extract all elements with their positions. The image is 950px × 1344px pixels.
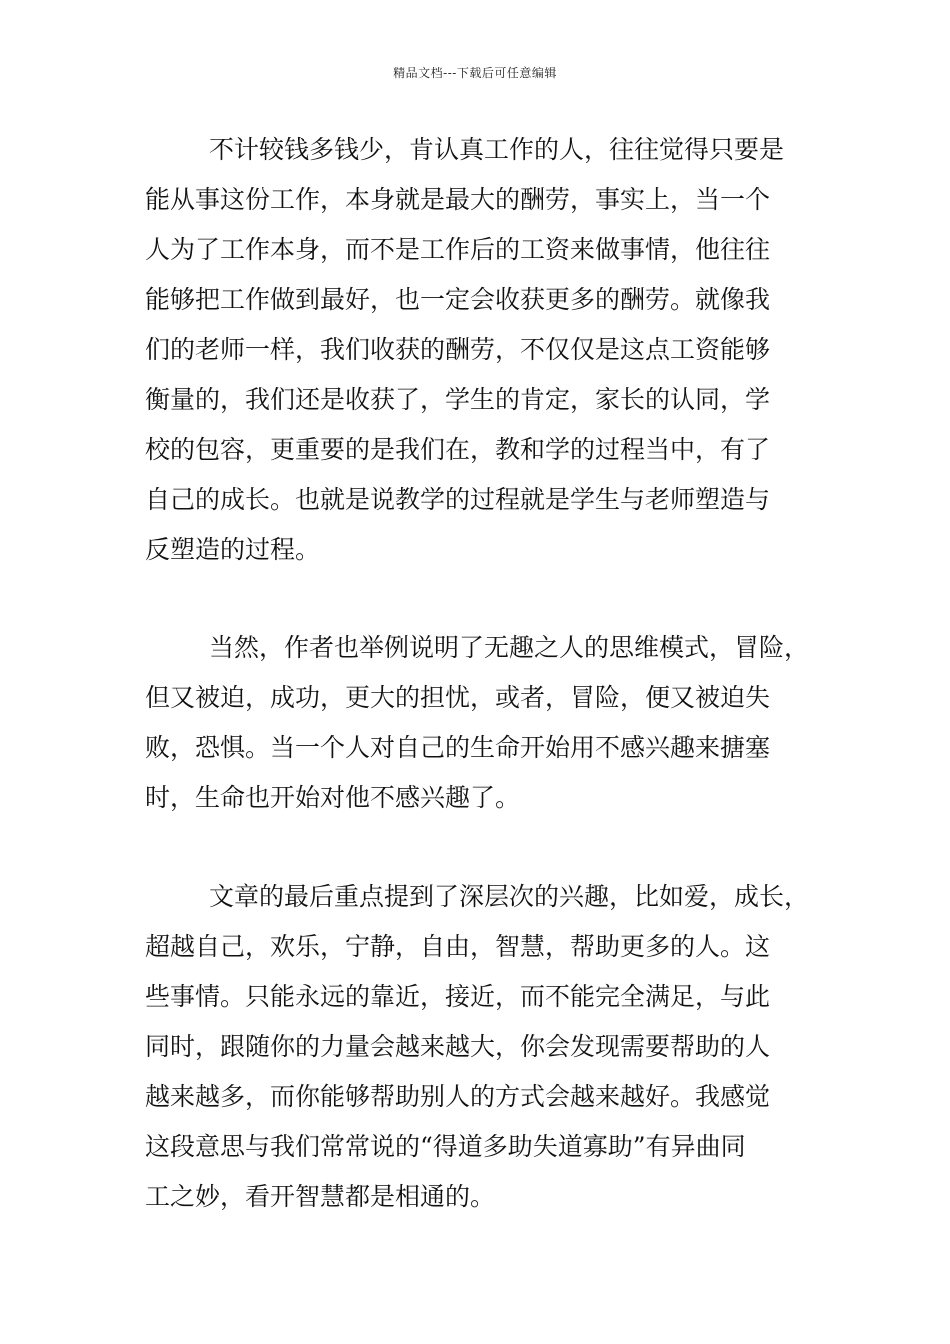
paragraph-line: 衡量的，我们还是收获了，学生的肯定，家长的认同，学 [145, 385, 771, 414]
paragraph-line: 不计较钱多钱少，肯认真工作的人，往往觉得只要是 [209, 135, 785, 164]
paragraph-line: 校的包容，更重要的是我们在，教和学的过程当中，有了 [145, 435, 771, 464]
paragraph-line: 文章的最后重点提到了深层次的兴趣，比如爱，成长， [209, 882, 810, 911]
paragraph-3 [145, 872, 809, 1222]
page-header: 精品文档---下载后可任意编辑 [393, 66, 557, 80]
paragraph-line: 这段意思与我们常常说的“得道多助失道寡助”有异曲同 [145, 1132, 746, 1161]
paragraph-1 [145, 125, 784, 575]
paragraph-line: 但又被迫，成功，更大的担忧，或者，冒险，便又被迫失 [145, 683, 771, 712]
paragraph-line: 人为了工作本身，而不是工作后的工资来做事情，他往往 [145, 235, 771, 264]
paragraph-line: 时，生命也开始对他不感兴趣了。 [145, 783, 521, 812]
paragraph-line: 能够把工作做到最好，也一定会收获更多的酬劳。就像我 [145, 285, 771, 314]
paragraph-line: 们的老师一样，我们收获的酬劳，不仅仅是这点工资能够 [145, 335, 771, 364]
paragraph-line: 反塑造的过程。 [145, 535, 321, 564]
paragraph-line: 越来越多，而你能够帮助别人的方式会越来越好。我感觉 [145, 1082, 771, 1111]
paragraph-line: 些事情。只能永远的靠近，接近，而不能完全满足，与此 [145, 982, 771, 1011]
paragraph-line: 能从事这份工作，本身就是最大的酬劳，事实上，当一个 [145, 185, 771, 214]
paragraph-2 [145, 623, 809, 823]
paragraph-line: 当然，作者也举例说明了无趣之人的思维模式，冒险， [209, 633, 810, 662]
paragraph-line: 败，恐惧。当一个人对自己的生命开始用不感兴趣来搪塞 [145, 733, 771, 762]
paragraph-line: 超越自己，欢乐，宁静，自由，智慧，帮助更多的人。这 [145, 932, 771, 961]
paragraph-line: 工之妙，看开智慧都是相通的。 [145, 1182, 496, 1211]
paragraph-line: 自己的成长。也就是说教学的过程就是学生与老师塑造与 [145, 485, 771, 514]
paragraph-line: 同时，跟随你的力量会越来越大，你会发现需要帮助的人 [145, 1032, 771, 1061]
